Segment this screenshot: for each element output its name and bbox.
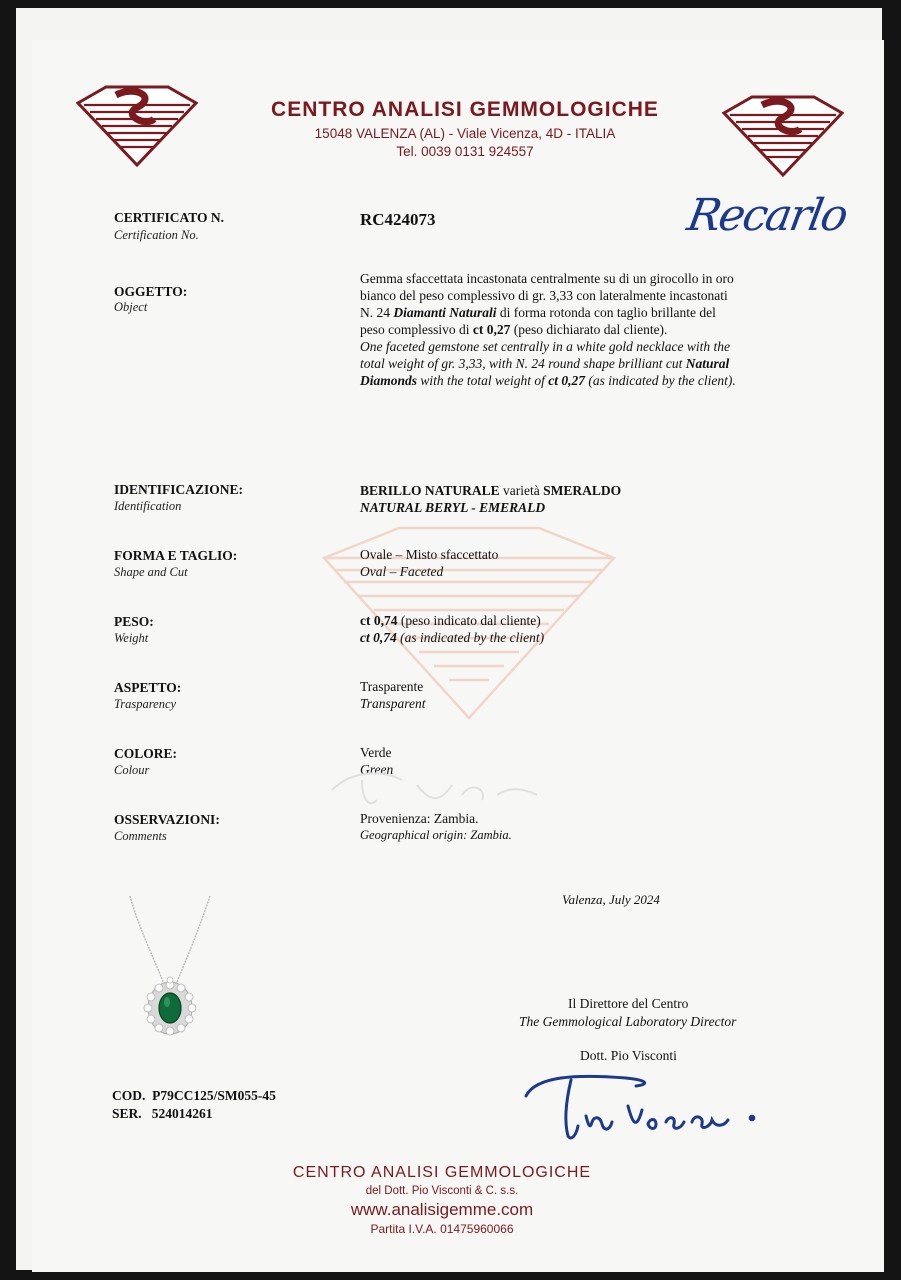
weight-value: ct 0,74 (peso indicato dal cliente) — [360, 613, 541, 628]
object-en-line-3: Diamonds with the total weight of ct 0,27 (as indicated by the client). — [360, 373, 736, 388]
aspect-value-en: Transparent — [360, 696, 426, 711]
identification-label: IDENTIFICAZIONE: — [114, 482, 244, 497]
colour-label: COLORE: — [114, 746, 178, 761]
director-handwritten-signature — [516, 1066, 766, 1146]
comments-label: OSSERVAZIONI: — [114, 812, 220, 827]
gem-logo-left-icon — [76, 85, 198, 167]
shape-label: FORMA E TAGLIO: — [114, 548, 238, 563]
director-name: Dott. Pio Visconti — [580, 1048, 677, 1063]
footer-website: www.analisigemme.com — [350, 1200, 534, 1219]
embossed-signature-watermark — [322, 750, 582, 820]
colour-value: Verde — [360, 745, 392, 760]
object-label-en: Object — [114, 300, 148, 314]
identification-value: BERILLO NATURALE varietà SMERALDO — [360, 483, 622, 498]
comments-value: Provenienza: Zambia. — [360, 811, 479, 826]
recarlo-brand-signature: Recarlo — [683, 190, 851, 241]
object-description — [360, 270, 820, 389]
object-en-line-2: total weight of gr. 3,33, with N. 24 round shape brilliant cut Natural — [360, 356, 730, 371]
aspect-label-en: Trasparency — [114, 697, 177, 711]
certificate-paper — [16, 8, 882, 1270]
comments-label-en: Comments — [114, 829, 167, 843]
lab-name: CENTRO ANALISI GEMMOLOGICHE — [271, 98, 659, 121]
identification-value-en: NATURAL BERYL - EMERALD — [360, 500, 546, 515]
comments-value-en: Geographical origin: Zambia. — [360, 828, 512, 842]
shape-label-en: Shape and Cut — [114, 565, 188, 579]
product-code: COD. P79CC125/SM055-45 — [112, 1088, 276, 1103]
identification-label-en: Identification — [114, 499, 182, 513]
certificate-number-label-en: Certification No. — [114, 228, 199, 242]
footer-lab-name: CENTRO ANALISI GEMMOLOGICHE — [292, 1164, 592, 1181]
director-title-en: The Gemmological Laboratory Director — [519, 1014, 737, 1029]
certificate-number: RC424073 — [360, 210, 436, 229]
weight-label-en: Weight — [114, 631, 149, 645]
necklace-image — [118, 896, 218, 1046]
weight-value-en: ct 0,74 (as indicated by the client) — [360, 630, 545, 645]
shape-value: Ovale – Misto sfaccettato — [360, 547, 499, 562]
aspect-value: Trasparente — [360, 679, 424, 694]
colour-value-en: Green — [360, 762, 394, 777]
certificate-number-label: CERTIFICATO N. — [114, 210, 225, 225]
lab-address: 15048 VALENZA (AL) - Viale Vicenza, 4D - ITALIA — [314, 126, 616, 141]
lab-phone: Tel. 0039 0131 924557 — [396, 144, 534, 159]
director-title: Il Direttore del Centro — [568, 996, 689, 1011]
weight-label: PESO: — [114, 614, 154, 629]
serial-number: SER. 524014261 — [112, 1106, 213, 1121]
shape-value-en: Oval – Faceted — [360, 564, 444, 579]
place-date: Valenza, July 2024 — [562, 892, 660, 907]
object-en-line-1: One faceted gemstone set centrally in a white gold necklace with the — [360, 339, 731, 354]
aspect-label: ASPETTO: — [114, 680, 182, 695]
footer-company: del Dott. Pio Visconti & C. s.s. — [365, 1185, 519, 1197]
object-it-line-2: bianco del peso complessivo di gr. 3,33 con lateralmente incastonati — [360, 288, 728, 303]
certificate-sheet — [32, 40, 884, 1272]
object-it-line-1: Gemma sfaccettata incastonata centralmente su di un girocollo in oro — [360, 271, 734, 286]
colour-label-en: Colour — [114, 763, 150, 777]
gem-logo-right-icon — [722, 95, 844, 177]
footer-vat: Partita I.V.A. 01475960066 — [370, 1222, 514, 1236]
object-it-line-3: N. 24 Diamanti Naturali di forma rotonda con taglio brillante del — [360, 305, 716, 320]
object-it-line-4: peso complessivo di ct 0,27 (peso dichiarato dal cliente). — [360, 322, 668, 337]
object-label: OGGETTO: — [114, 284, 188, 299]
